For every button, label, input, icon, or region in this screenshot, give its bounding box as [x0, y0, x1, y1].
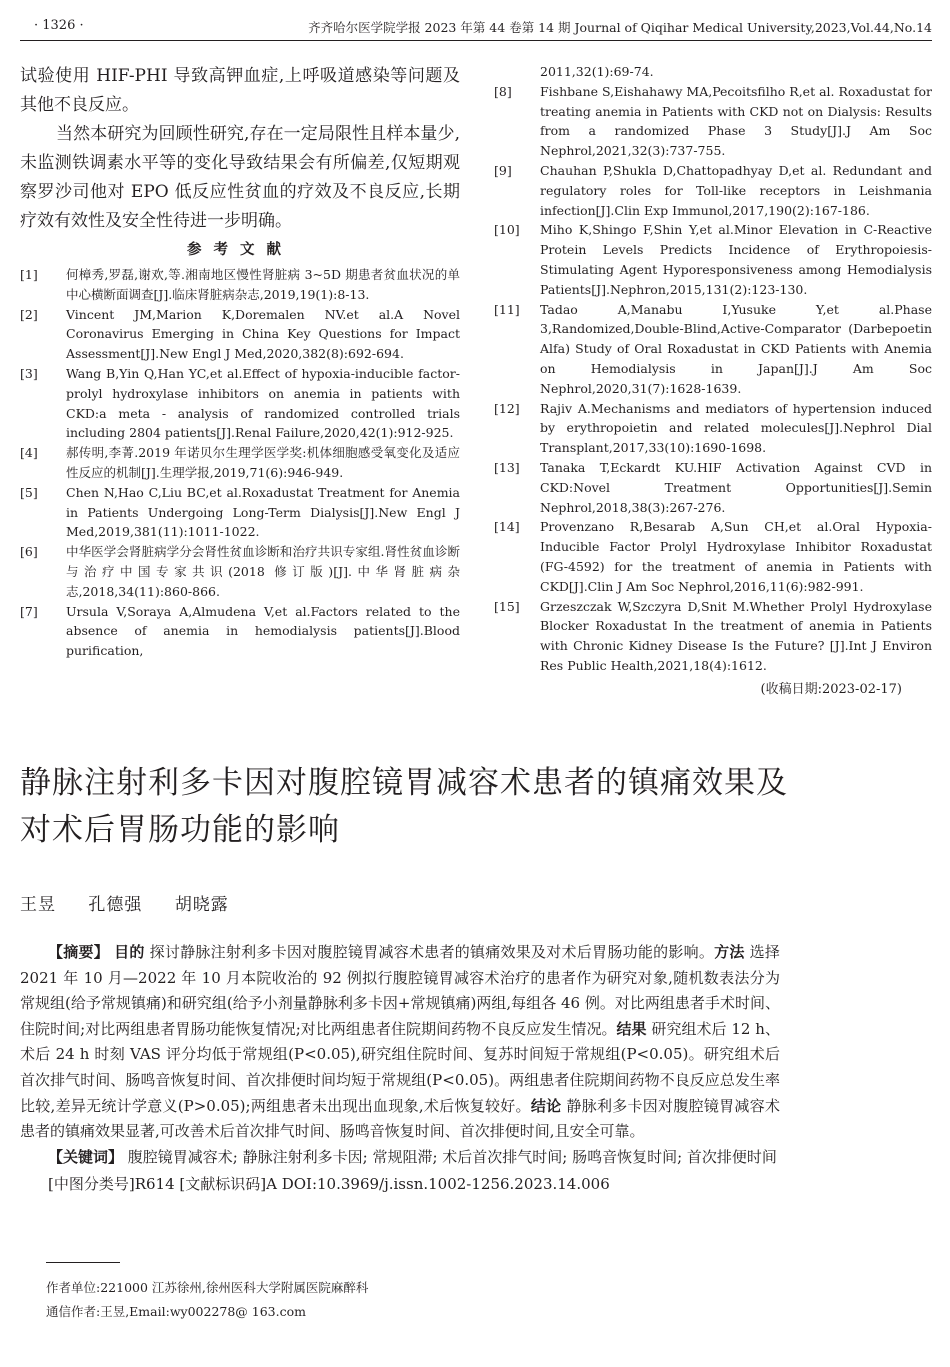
header-rule	[20, 40, 932, 41]
reference-item	[494, 597, 932, 676]
author: 胡晓露	[174, 895, 229, 915]
reference-list	[20, 265, 460, 661]
footnote-rule	[46, 1262, 120, 1263]
reference-text: 何樟秀,罗磊,谢欢,等.湘南地区慢性肾脏病 3~5D 期患者贫血状况的单中心横断面调查[J].临床肾脏病杂志,2019,19(1):8-13.	[66, 267, 460, 302]
references-title: 参考文献	[187, 242, 293, 258]
reference-item	[494, 161, 932, 220]
article-title	[20, 760, 920, 854]
footnotes	[46, 1276, 368, 1324]
author-list	[20, 890, 255, 915]
results-label: 结果	[616, 1019, 647, 1038]
reference-text: Tanaka T,Eckardt KU.HIF Activation Against CVD in CKD:Novel Treatment Opportunities[J].Semin Nephrol,2018,38(3):267-276.	[540, 459, 932, 515]
reference-number: [3]	[20, 365, 38, 381]
results-text: 研究组术后 12 h、术后 24 h 时刻 VAS 评分均低于常规组(P<0.05),研究组住院时间、复苏时间短于常规组(P<0.05)。研究组术后首次排气时间、肠鸣音恢复时间、首次排便时间均短于常规组(P<0.05)。两组患者住院期间药物不良反应总发生率比较,差异无统计学意义(P>0.05);两组患者未出现出血现象,术后恢复较好。	[20, 1019, 780, 1115]
page-number: · 1326 ·	[34, 18, 84, 33]
conclusion-text: 静脉利多卡因对腹腔镜胃减容术患者的镇痛效果显著,可改善术后首次排气时间、肠鸣音恢复时间、首次排便时间,且安全可靠。	[20, 1096, 780, 1141]
keywords-text: 腹腔镜胃减容术; 静脉注射利多卡因; 常规阻滞; 术后首次排气时间; 肠鸣音恢复时间; 首次排便时间	[127, 1147, 777, 1166]
objective-label: 目的	[114, 943, 145, 961]
received-date: (收稿日期:2023-02-17)	[760, 681, 902, 697]
reference-continuation: 2011,32(1):69-74.	[540, 64, 654, 79]
reference-text: Provenzano R,Besarab A,Sun CH,et al.Oral Hypoxia-Inducible Factor Prolyl Hydroxylase Inhibitor Roxadustat (FG-4592) for the treatment of anemia in Patients with CKD[J].Clin J Am Soc Nephrol,2016,11(6):982-991.	[540, 519, 932, 594]
running-header	[34, 16, 932, 42]
title-line: 静脉注射利多卡因对腹腔镜胃减容术患者的镇痛效果及	[20, 765, 788, 801]
reference-item	[20, 443, 460, 483]
journal-header: 齐齐哈尔医学院学报 2023 年第 44 卷第 14 期 Journal of Qiqihar Medical University,2023,Vol.44,No.14	[308, 20, 932, 35]
reference-number: [11]	[494, 301, 520, 317]
reference-item	[494, 300, 932, 399]
reference-item	[494, 220, 932, 299]
reference-number: [4]	[20, 445, 38, 461]
reference-item	[494, 517, 932, 596]
reference-number: [6]	[20, 544, 38, 560]
author: 孔德强	[88, 895, 143, 915]
reference-number: [13]	[494, 459, 520, 475]
abstract	[20, 940, 780, 1198]
reference-item	[20, 483, 460, 542]
reference-list	[494, 82, 932, 676]
title-line: 对术后胃肠功能的影响	[20, 812, 340, 848]
reference-number: [5]	[20, 484, 38, 500]
body-paragraph: 试验使用 HIF-PHI 导致高钾血症,上呼吸道感染等问题及其他不良反应。	[20, 66, 460, 115]
reference-text: Vincent JM,Marion K,Doremalen NV.et al.A Novel Coronavirus Emerging in China Key Questions for Impact Assessment[J].New Engl J Med,2020,382(8):692-694.	[66, 306, 460, 362]
reference-number: [9]	[494, 162, 512, 178]
reference-text: Fishbane S,Eishahawy MA,Pecoitsfilho R,et al. Roxadustat for treating anemia in Patients with CKD not on Dialysis: Results from a randomized Phase 3 Study[J].J Am Soc Nephrol,2021,32(3):737-755.	[540, 83, 932, 159]
corresponding-author: 通信作者:王昱,Email:wy002278@ 163.com	[46, 1304, 306, 1319]
reference-number: [14]	[494, 519, 520, 535]
reference-item	[20, 602, 460, 661]
reference-item	[20, 305, 460, 364]
reference-number: [2]	[20, 306, 38, 322]
reference-number: [10]	[494, 222, 520, 238]
left-column	[20, 62, 460, 661]
reference-number: [12]	[494, 400, 520, 416]
abstract-label: 【摘要】	[48, 943, 110, 961]
reference-item	[494, 82, 932, 161]
affiliation: 作者单位:221000 江苏徐州,徐州医科大学附属医院麻醉科	[46, 1280, 369, 1295]
reference-text: Rajiv A.Mechanisms and mediators of hypertension induced by erythropoietin and related molecules[J].Nephrol Dial Transplant,2017,33(10):1690-1698.	[540, 400, 932, 456]
reference-text: Chen N,Hao C,Liu BC,et al.Roxadustat Treatment for Anemia in Patients Undergoing Long-Term Dialysis[J].New Engl J Med,2019,381(11):1011-1022.	[66, 484, 460, 540]
reference-text: 中华医学会肾脏病学分会肾性贫血诊断和治疗共识专家组.肾性贫血诊断与治疗中国专家共识(2018 修订版)[J].中华肾脏病杂志,2018,34(11):860-866.	[66, 544, 460, 599]
reference-number: [7]	[20, 603, 38, 619]
conclusion-label: 结论	[530, 1096, 562, 1115]
reference-text: 郝传明,李菁.2019 年诺贝尔生理学医学奖:机体细胞感受氧变化及适应性反应的机制[J].生理学报,2019,71(6):946-949.	[66, 445, 460, 480]
reference-text: Miho K,Shingo F,Shin Y,et al.Minor Elevation in C-Reactive Protein Levels Predicts Incidence of Erythropoiesis-Stimulating Agent Hyporesponsiveness among Hemodialysis Patients[J].Nephron,2015,131(2):123-130.	[540, 222, 932, 297]
reference-text: Wang B,Yin Q,Han YC,et al.Effect of hypoxia-inducible factor-prolyl hydroxylase inhibitors on anemia in patients with CKD:a meta - analysis of randomized controlled trials including 2804 patients[J].Renal Failure,2020,42(1):912-925.	[66, 365, 460, 441]
right-column	[494, 62, 932, 697]
reference-text: Chauhan P,Shukla D,Chattopadhyay D,et al. Redundant and regulatory roles for Toll-like receptors in Leishmania infection[J].Clin Exp Immunol,2017,190(2):167-186.	[540, 162, 932, 218]
reference-item	[20, 265, 460, 305]
body-paragraph: 当然本研究为回顾性研究,存在一定局限性且样本量少,未监测铁调素水平等的变化导致结果会有所偏差,仅短期观察罗沙司他对 EPO 低反应性贫血的疗效及不良反应,长期疗效有效性及安全性待进一步明确。	[20, 124, 460, 231]
reference-text: Grzeszczak W,Szczyra D,Snit M.Whether Prolyl Hydroxylase Blocker Roxadustat In the treatment of anemia in Patients with Chronic Kidney Disease Is the Future? [J].Int J Environ Res Public Health,2021,18(4):1612.	[540, 598, 932, 673]
methods-label: 方法	[714, 943, 745, 961]
reference-text: Ursula V,Soraya A,Almudena V,et al.Factors related to the absence of anemia in hemodialysis patients[J].Blood purification,	[66, 603, 460, 659]
classification-line: [中图分类号]R614 [文献标识码]A DOI:10.3969/j.issn.1002-1256.2023.14.006	[48, 1175, 610, 1194]
reference-text: Tadao A,Manabu I,Yusuke Y,et al.Phase 3,Randomized,Double-Blind,Active-Comparator (Darbepoetin Alfa) Study of Oral Roxadustat in CKD Patients with Anemia on Hemodialysis in Japan[J].J Am Soc Nephrol,2020,31(7):1628-1639.	[540, 301, 932, 396]
reference-item	[20, 542, 460, 601]
reference-item	[494, 399, 932, 458]
reference-number: [15]	[494, 598, 520, 614]
reference-number: [8]	[494, 83, 512, 99]
reference-item	[494, 458, 932, 517]
reference-number: [1]	[20, 267, 38, 282]
author: 王昱	[20, 895, 56, 915]
objective-text: 探讨静脉注射利多卡因对腹腔镜胃减容术患者的镇痛效果及对术后胃肠功能的影响。	[149, 943, 715, 961]
methods-text: 选择 2021 年 10 月—2022 年 10 月本院收治的 92 例拟行腹腔镜胃减容术治疗的患者作为研究对象,随机数表法分为常规组(给予常规镇痛)和研究组(给予小剂量静脉利多卡因+常规镇痛)两组,每组各 46 例。对比两组患者手术时间、住院时间;对比两组患者胃肠功能恢复情况;对比两组患者住院期间药物不良反应发生情况。	[20, 943, 780, 1038]
keywords-label: 【关键词】	[48, 1147, 124, 1166]
reference-item	[20, 364, 460, 443]
